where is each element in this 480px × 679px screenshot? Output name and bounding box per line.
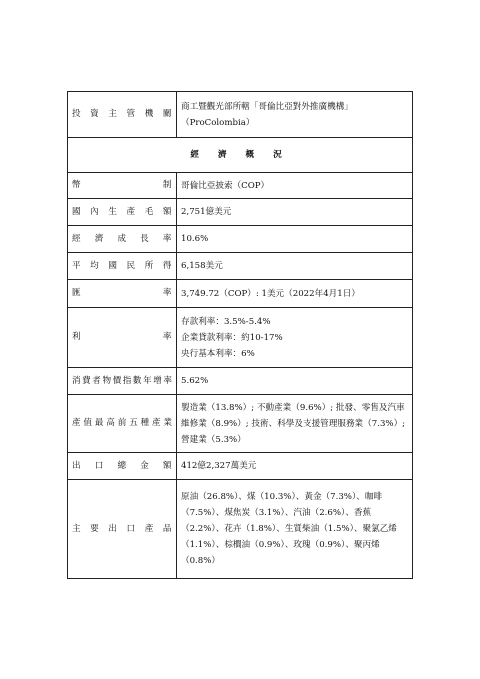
row-value (177, 308, 413, 368)
value-line: 原油（26.8%）、煤（10.3%）、黃金（7.3%）、咖啡（7.5%）、煤焦炭（3.1%）、汽油（2.6%）、香蕉（2.2%）、花卉（1.8%）、生質柴油（1.5%）、聚氯乙烯（1.1%）、棕櫚油（0.9%）、玫瑰（0.9%）、聚丙烯（0.8%） (181, 492, 397, 566)
row-value (177, 480, 413, 579)
table-row (68, 226, 413, 253)
row-label: 主要出口產品 (68, 480, 177, 579)
row-value (177, 368, 413, 395)
value-line: 企業貸款利率：約10-17% (181, 332, 283, 343)
table-row (68, 280, 413, 308)
value-line: 製造業（13.8%）; 不動產業（9.6%）; 批發、零售及汽車維修業（8.9%）; 技術、科學及支援管理服務業（7.3%）; 營建業（5.3%） (181, 402, 406, 445)
table-row (68, 453, 413, 480)
row-label: 投資主管機關 (68, 92, 177, 138)
row-value (177, 253, 413, 280)
row-label: 匯率 (68, 280, 177, 308)
row-value (177, 199, 413, 226)
row-value (177, 453, 413, 480)
row-label: 經濟成長率 (68, 226, 177, 253)
value-line: 412億2,327萬美元 (181, 461, 257, 471)
table-row (68, 308, 413, 368)
value-line: 10.6% (181, 234, 209, 244)
row-value (177, 226, 413, 253)
value-line: 商工暨觀光部所轄「哥倫比亞對外推廣機構」（ProColombia） (181, 101, 353, 128)
row-value (177, 173, 413, 199)
row-label: 平均國民所得 (68, 253, 177, 280)
table-row (68, 395, 413, 453)
row-label: 利率 (68, 308, 177, 368)
value-line: 5.62% (181, 376, 209, 386)
section-title: 經 濟 概 況 (68, 138, 413, 173)
row-value (177, 395, 413, 453)
value-line: 6,158美元 (181, 261, 223, 271)
table-row (68, 173, 413, 199)
table-row (68, 92, 413, 138)
row-label: 消費者物價指數年增率 (68, 368, 177, 395)
economic-overview-table (67, 91, 413, 579)
row-value (177, 92, 413, 138)
row-label: 產值最高前五種產業 (68, 395, 177, 453)
row-label: 幣制 (68, 173, 177, 199)
table-row (68, 253, 413, 280)
value-line: 哥倫比亞披索（COP） (181, 180, 270, 191)
table-row (68, 480, 413, 579)
value-line: 存款利率：3.5%-5.4% (181, 316, 271, 327)
table-row (68, 368, 413, 395)
section-header-row (68, 138, 413, 173)
row-label: 出口總金額 (68, 453, 177, 480)
row-label: 國內生產毛額 (68, 199, 177, 226)
table-row (68, 199, 413, 226)
value-line: 3,749.72（COP）: 1美元（2022年4月1日） (181, 288, 360, 299)
row-value (177, 280, 413, 308)
value-line: 2,751億美元 (181, 207, 232, 217)
value-line: 央行基本利率：6% (181, 348, 255, 359)
